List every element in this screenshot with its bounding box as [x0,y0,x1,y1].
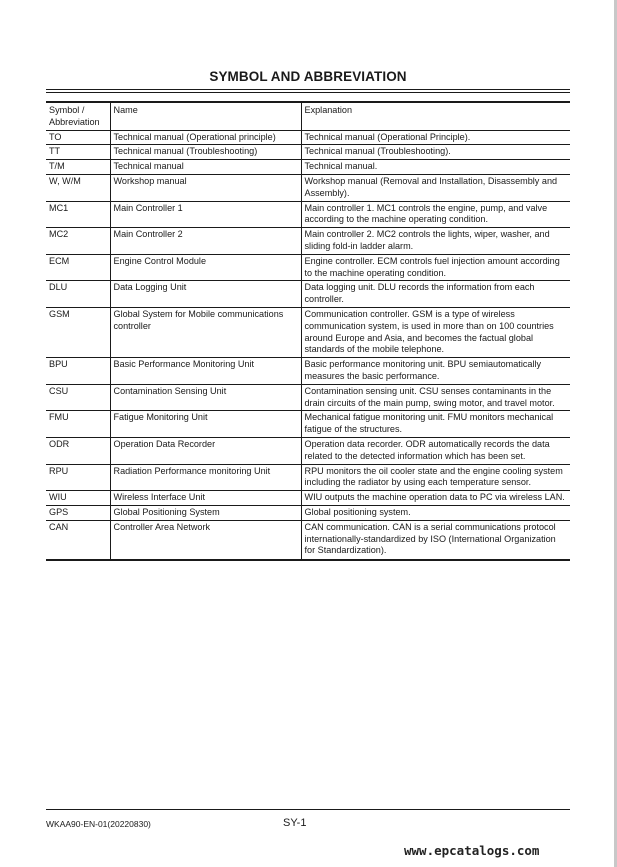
cell-symbol: GSM [46,307,110,357]
cell-name: Contamination Sensing Unit [110,384,301,411]
cell-name: Radiation Performance monitoring Unit [110,464,301,491]
cell-name: Workshop manual [110,174,301,201]
table-row [46,358,570,385]
cell-name: Main Controller 2 [110,228,301,255]
cell-explanation: RPU monitors the oil cooler state and the engine cooling system including the radiator by using each temperature sensor. [301,464,570,491]
table-header-row [46,102,570,130]
cell-name: Technical manual (Troubleshooting) [110,145,301,160]
table-row [46,464,570,491]
footer-rule [46,809,570,810]
cell-symbol: TO [46,130,110,145]
table-row [46,160,570,175]
cell-symbol: ECM [46,254,110,281]
table-row [46,505,570,520]
cell-symbol: MC1 [46,201,110,228]
cell-symbol: TT [46,145,110,160]
cell-symbol: BPU [46,358,110,385]
document-code: WKAA90-EN-01(20220830) [46,819,151,829]
cell-explanation: Operation data recorder. ODR automatically records the data related to the detected information which has been set. [301,437,570,464]
cell-symbol: FMU [46,411,110,438]
cell-explanation: Global positioning system. [301,505,570,520]
cell-symbol: CAN [46,520,110,560]
title-rule-bottom [46,92,570,93]
cell-explanation: Main controller 1. MC1 controls the engine, pump, and valve according to the machine operating condition. [301,201,570,228]
cell-explanation: Basic performance monitoring unit. BPU semiautomatically measures the basic performance. [301,358,570,385]
table-row [46,520,570,560]
table-row [46,228,570,255]
cell-explanation: Data logging unit. DLU records the information from each controller. [301,281,570,308]
cell-explanation: Engine controller. ECM controls fuel injection amount according to the machine operating condition. [301,254,570,281]
title-rule-top [46,89,570,90]
page-number: SY-1 [283,817,307,829]
table-row [46,491,570,506]
table-row [46,254,570,281]
watermark-url: www.epcatalogs.com [404,843,540,858]
table-row [46,174,570,201]
table-row [46,145,570,160]
cell-name: Basic Performance Monitoring Unit [110,358,301,385]
cell-explanation: Technical manual (Troubleshooting). [301,145,570,160]
cell-symbol: GPS [46,505,110,520]
cell-symbol: RPU [46,464,110,491]
cell-symbol: T/M [46,160,110,175]
cell-name: Global Positioning System [110,505,301,520]
cell-name: Controller Area Network [110,520,301,560]
abbreviation-table [46,101,570,561]
table-row [46,130,570,145]
cell-explanation: Technical manual. [301,160,570,175]
cell-explanation: Mechanical fatigue monitoring unit. FMU monitors mechanical fatigue of the structures. [301,411,570,438]
cell-name: Fatigue Monitoring Unit [110,411,301,438]
table-row [46,307,570,357]
table-row [46,201,570,228]
cell-symbol: ODR [46,437,110,464]
cell-name: Technical manual (Operational principle) [110,130,301,145]
cell-explanation: Communication controller. GSM is a type of wireless communication system, is used in more than on 100 countries around Europe and Asia, and becomes the factual global standards of the mobile telephone. [301,307,570,357]
cell-explanation: Workshop manual (Removal and Installation, Disassembly and Assembly). [301,174,570,201]
cell-name: Operation Data Recorder [110,437,301,464]
cell-explanation: WIU outputs the machine operation data to PC via wireless LAN. [301,491,570,506]
cell-explanation: Technical manual (Operational Principle). [301,130,570,145]
cell-explanation: Contamination sensing unit. CSU senses contaminants in the drain circuits of the main pump, swing motor, and travel motor. [301,384,570,411]
cell-name: Engine Control Module [110,254,301,281]
page-title: SYMBOL AND ABBREVIATION [209,69,407,84]
cell-symbol: CSU [46,384,110,411]
table-row [46,281,570,308]
cell-symbol: DLU [46,281,110,308]
cell-name: Technical manual [110,160,301,175]
cell-name: Main Controller 1 [110,201,301,228]
cell-symbol: MC2 [46,228,110,255]
cell-name: Data Logging Unit [110,281,301,308]
header-name: Name [110,102,301,130]
header-explanation: Explanation [301,102,570,130]
cell-explanation: CAN communication. CAN is a serial communications protocol internationally-standardized by ISO (International Organization for Standardization). [301,520,570,560]
header-symbol: Symbol / Abbreviation [46,102,110,130]
cell-symbol: WIU [46,491,110,506]
cell-explanation: Main controller 2. MC2 controls the lights, wiper, washer, and sliding fold-in ladder alarm. [301,228,570,255]
cell-name: Global System for Mobile communications controller [110,307,301,357]
cell-symbol: W, W/M [46,174,110,201]
table-row [46,437,570,464]
table-row [46,411,570,438]
table-row [46,384,570,411]
cell-name: Wireless Interface Unit [110,491,301,506]
